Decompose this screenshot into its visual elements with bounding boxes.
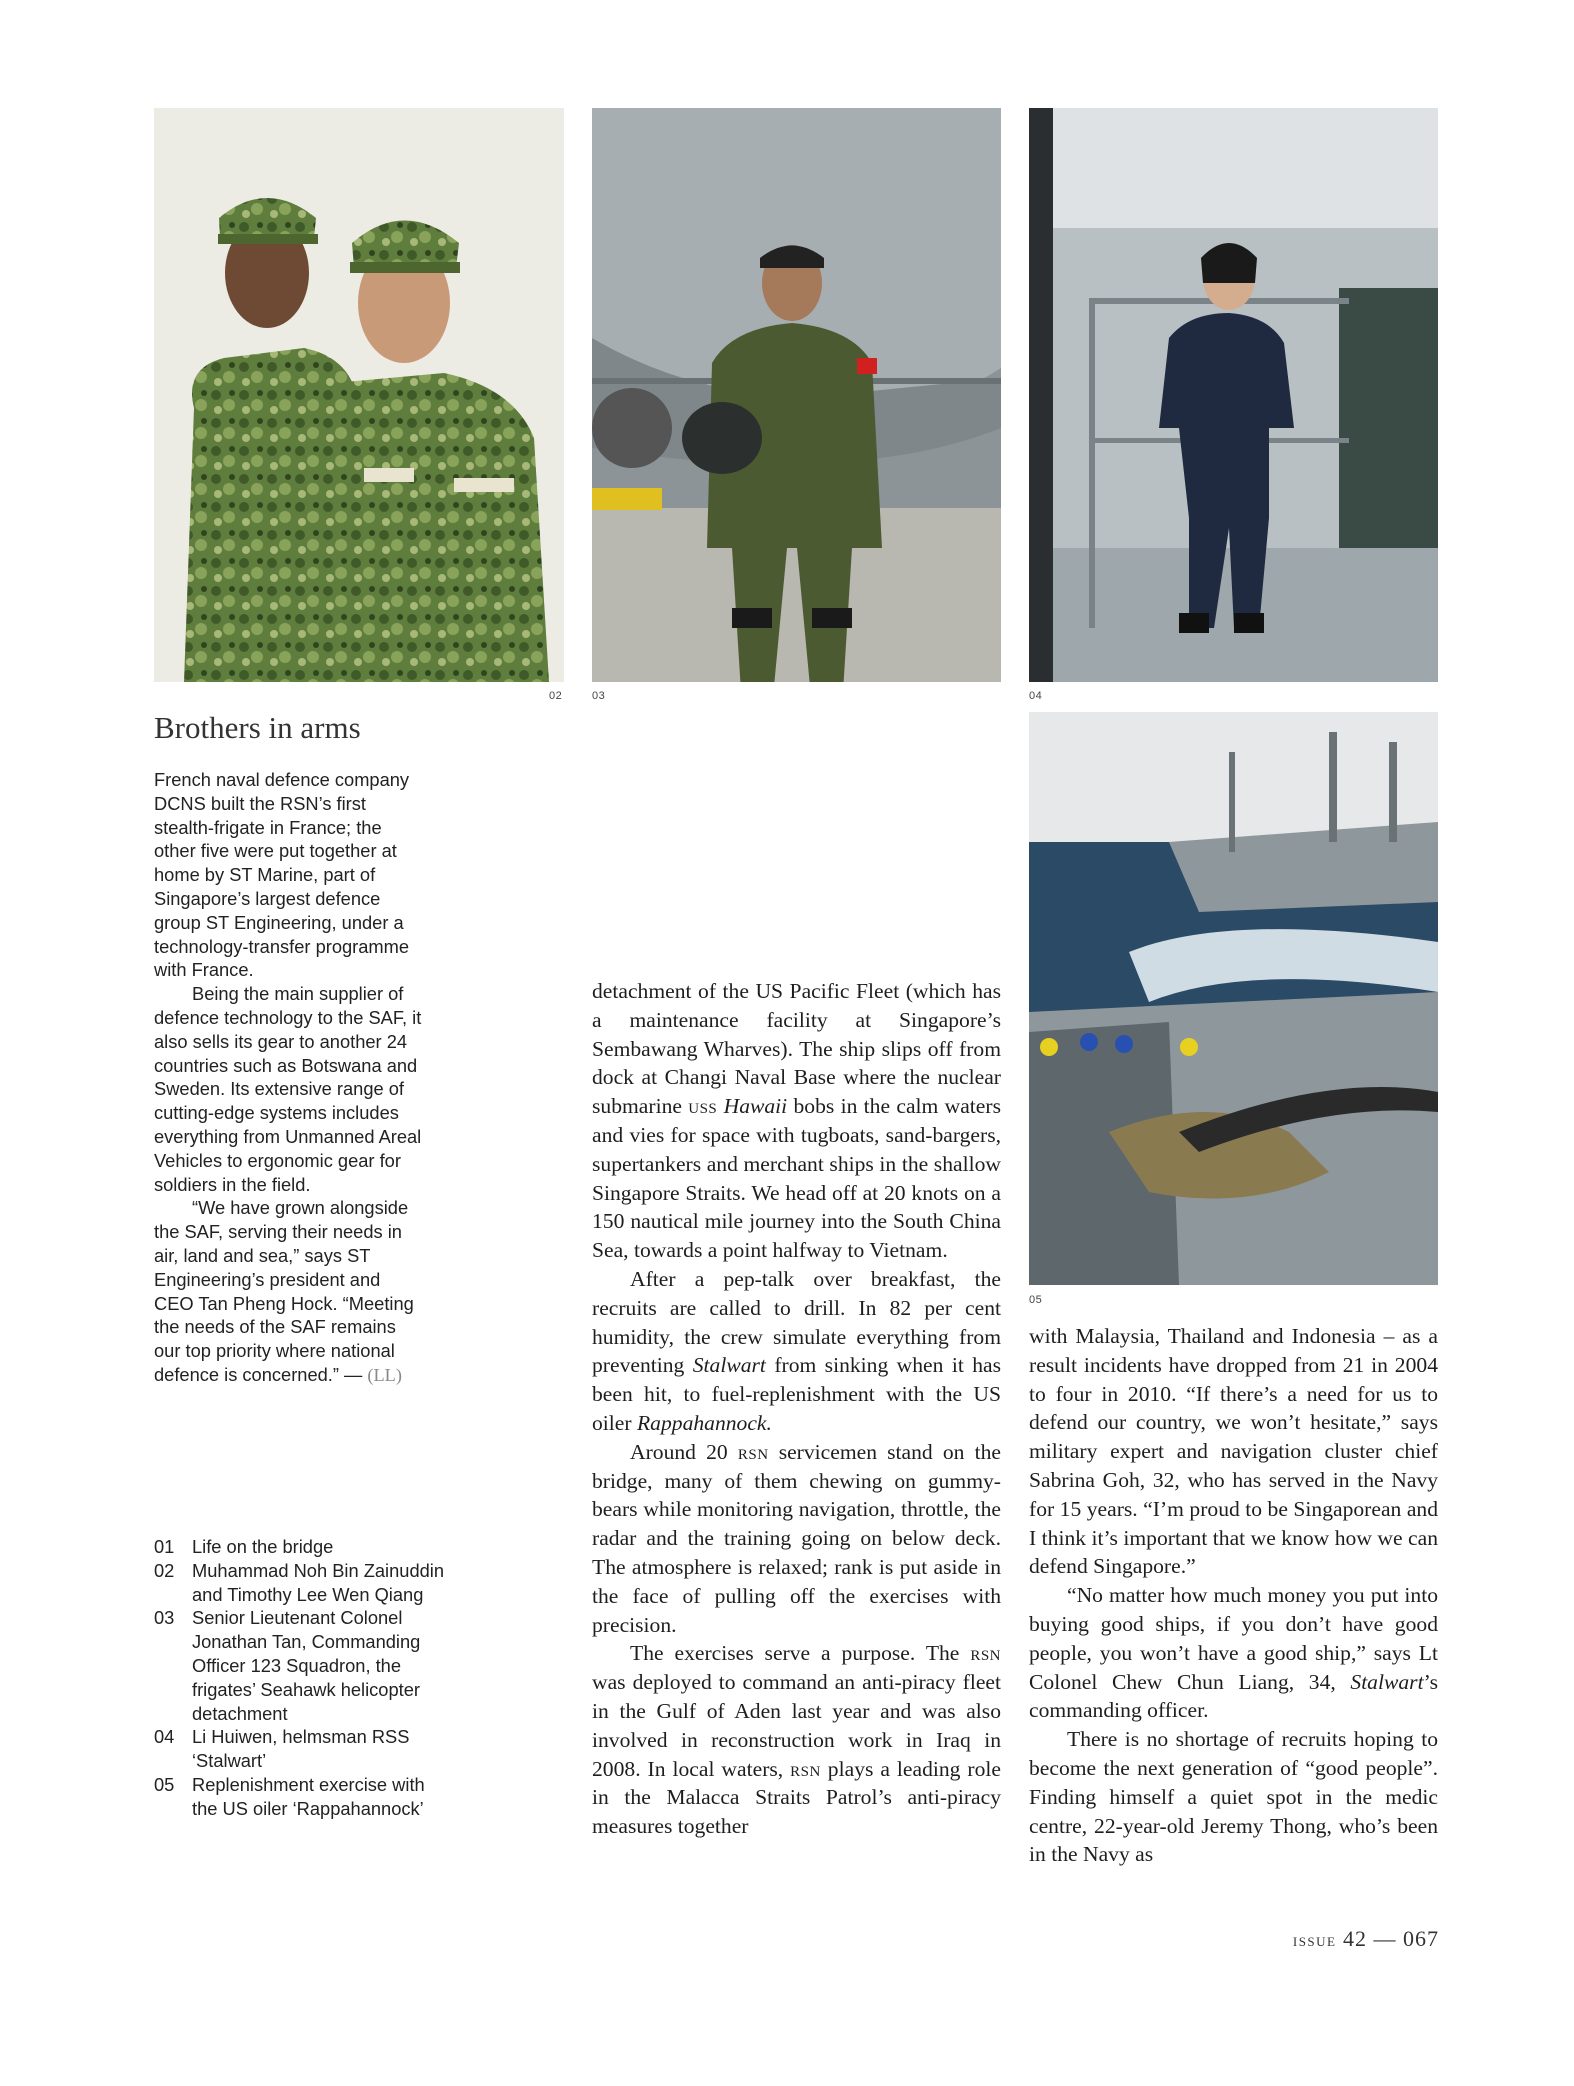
caption-text: Li Huiwen, helmsman RSS ‘Stalwart’ [192,1726,410,1772]
photo-number-02: 02 [549,690,563,702]
article-column-right [1029,1322,1438,1869]
caption-item [154,1725,444,1773]
photo-number-05: 05 [1029,1294,1043,1306]
author-signature: (LL) [367,1364,402,1385]
caption-number: 05 [154,1773,175,1795]
caption-item [154,1606,444,1725]
photo-pilot [592,108,1001,682]
article-paragraph: Around 20 rsn servicemen stand on the bridge, many of them chewing on gummy-bears while monitoring navigation, throttle, the radar and the training going on below deck. The atmosphere is relaxed; rank is put aside in the face of pulling off the exercises with precision. [592,1439,1001,1637]
caption-item [154,1559,444,1607]
issue-page-number: 42 — 067 [1343,1926,1439,1951]
article-column-middle [592,977,1001,1841]
article-paragraph: with Malaysia, Thailand and Indonesia – as a result incidents have dropped from 21 in 2004 to four in 2010. “If there’s a need for us to defend our country, we won’t hesitate,” says military expert and navigation cluster chief Sabrina Goh, 32, who has served in the Navy for 15 years. “I’m proud to be Singaporean and I think it’s important that we know how we can defend Singapore.” [1029,1324,1438,1579]
photo-captions [154,1535,444,1821]
article-paragraph: The exercises serve a purpose. The rsn was deployed to command an anti-piracy fleet in the Gulf of Aden last year and was also involved in reconstruction work in Iraq in 2008. In local waters, rsn plays a leading role in the Malacca Straits Patrol’s anti-piracy measures together [592,1641,1001,1839]
caption-item [154,1535,444,1559]
photo-number-04: 04 [1029,690,1043,702]
article-paragraph: “No matter how much money you put into buying good ships, if you don’t have good people, you won’t have a good ship,” says Lt Colonel Chew Chun Liang, 34, Stalwart’s commanding officer. [1029,1583,1438,1723]
page-folio [1293,1926,1439,1952]
article-paragraph: There is no shortage of recruits hoping to become the next generation of “good people”. Finding himself a quiet spot in the medic centre, 22-year-old Jeremy Thong, who’s been in the Navy as [1029,1727,1438,1867]
sidebar-paragraph [154,1196,424,1387]
sidebar-title: Brothers in arms [154,710,361,745]
caption-number: 03 [154,1607,175,1629]
sidebar-paragraph: French naval defence company DCNS built the RSN’s first stealth-frigate in France; the other five were put together at home by ST Marine, part of Singapore’s largest defence group ST Engineering, under a technology-transfer programme with France. [154,769,410,981]
sidebar-body [154,768,424,1388]
caption-text: Life on the bridge [192,1536,334,1557]
photo-replenishment [1029,712,1438,1285]
photo-soldiers [154,108,564,682]
caption-item [154,1773,444,1821]
article-paragraph: After a pep-talk over breakfast, the recruits are called to drill. In 82 per cent humidity, the crew simulate everything from preventing Stalwart from sinking when it has been hit, to fuel-replenishment with the US oiler Rappahannock. [592,1266,1001,1435]
caption-number: 04 [154,1726,175,1748]
photo-helmswoman [1029,108,1438,682]
caption-number: 01 [154,1536,175,1557]
article-paragraph: detachment of the US Pacific Fleet (which has a maintenance facility at Singapore’s Sembawang Wharves). The ship slips off from dock at Changi Naval Base where the nuclear submarine uss Hawaii bobs in the calm waters and vies for space with tugboats, sand-bargers, supertankers and merchant ships in the shallow Singapore Straits. We head off at 20 knots on a 150 nautical mile journey into the South China Sea, towards a point halfway to Vietnam. [592,979,1001,1263]
sidebar-paragraph: Being the main supplier of defence technology to the SAF, it also sells its gear to another 24 countries such as Botswana and Sweden. Its extensive range of cutting-edge systems includes everything from Unmanned Areal Vehicles to ergonomic gear for soldiers in the field. [154,983,422,1195]
sidebar-quote: “We have grown alongside the SAF, serving their needs in air, land and sea,” says ST Engineering’s president and CEO Tan Pheng Hock. “Meeting the needs of the SAF remains our top priority where national defence is concerned.” — [154,1197,414,1385]
caption-text: Muhammad Noh Bin Zainuddin and Timothy Lee Wen Qiang [192,1559,445,1605]
caption-text: Replenishment exercise with the US oiler ‘Rappahannock’ [192,1773,425,1819]
caption-text: Senior Lieutenant Colonel Jonathan Tan, Commanding Officer 123 Squadron, the frigates’ Seahawk helicopter detachment [192,1607,421,1724]
issue-label: issue [1292,1930,1337,1951]
photo-number-03: 03 [592,690,606,702]
caption-number: 02 [154,1559,175,1581]
